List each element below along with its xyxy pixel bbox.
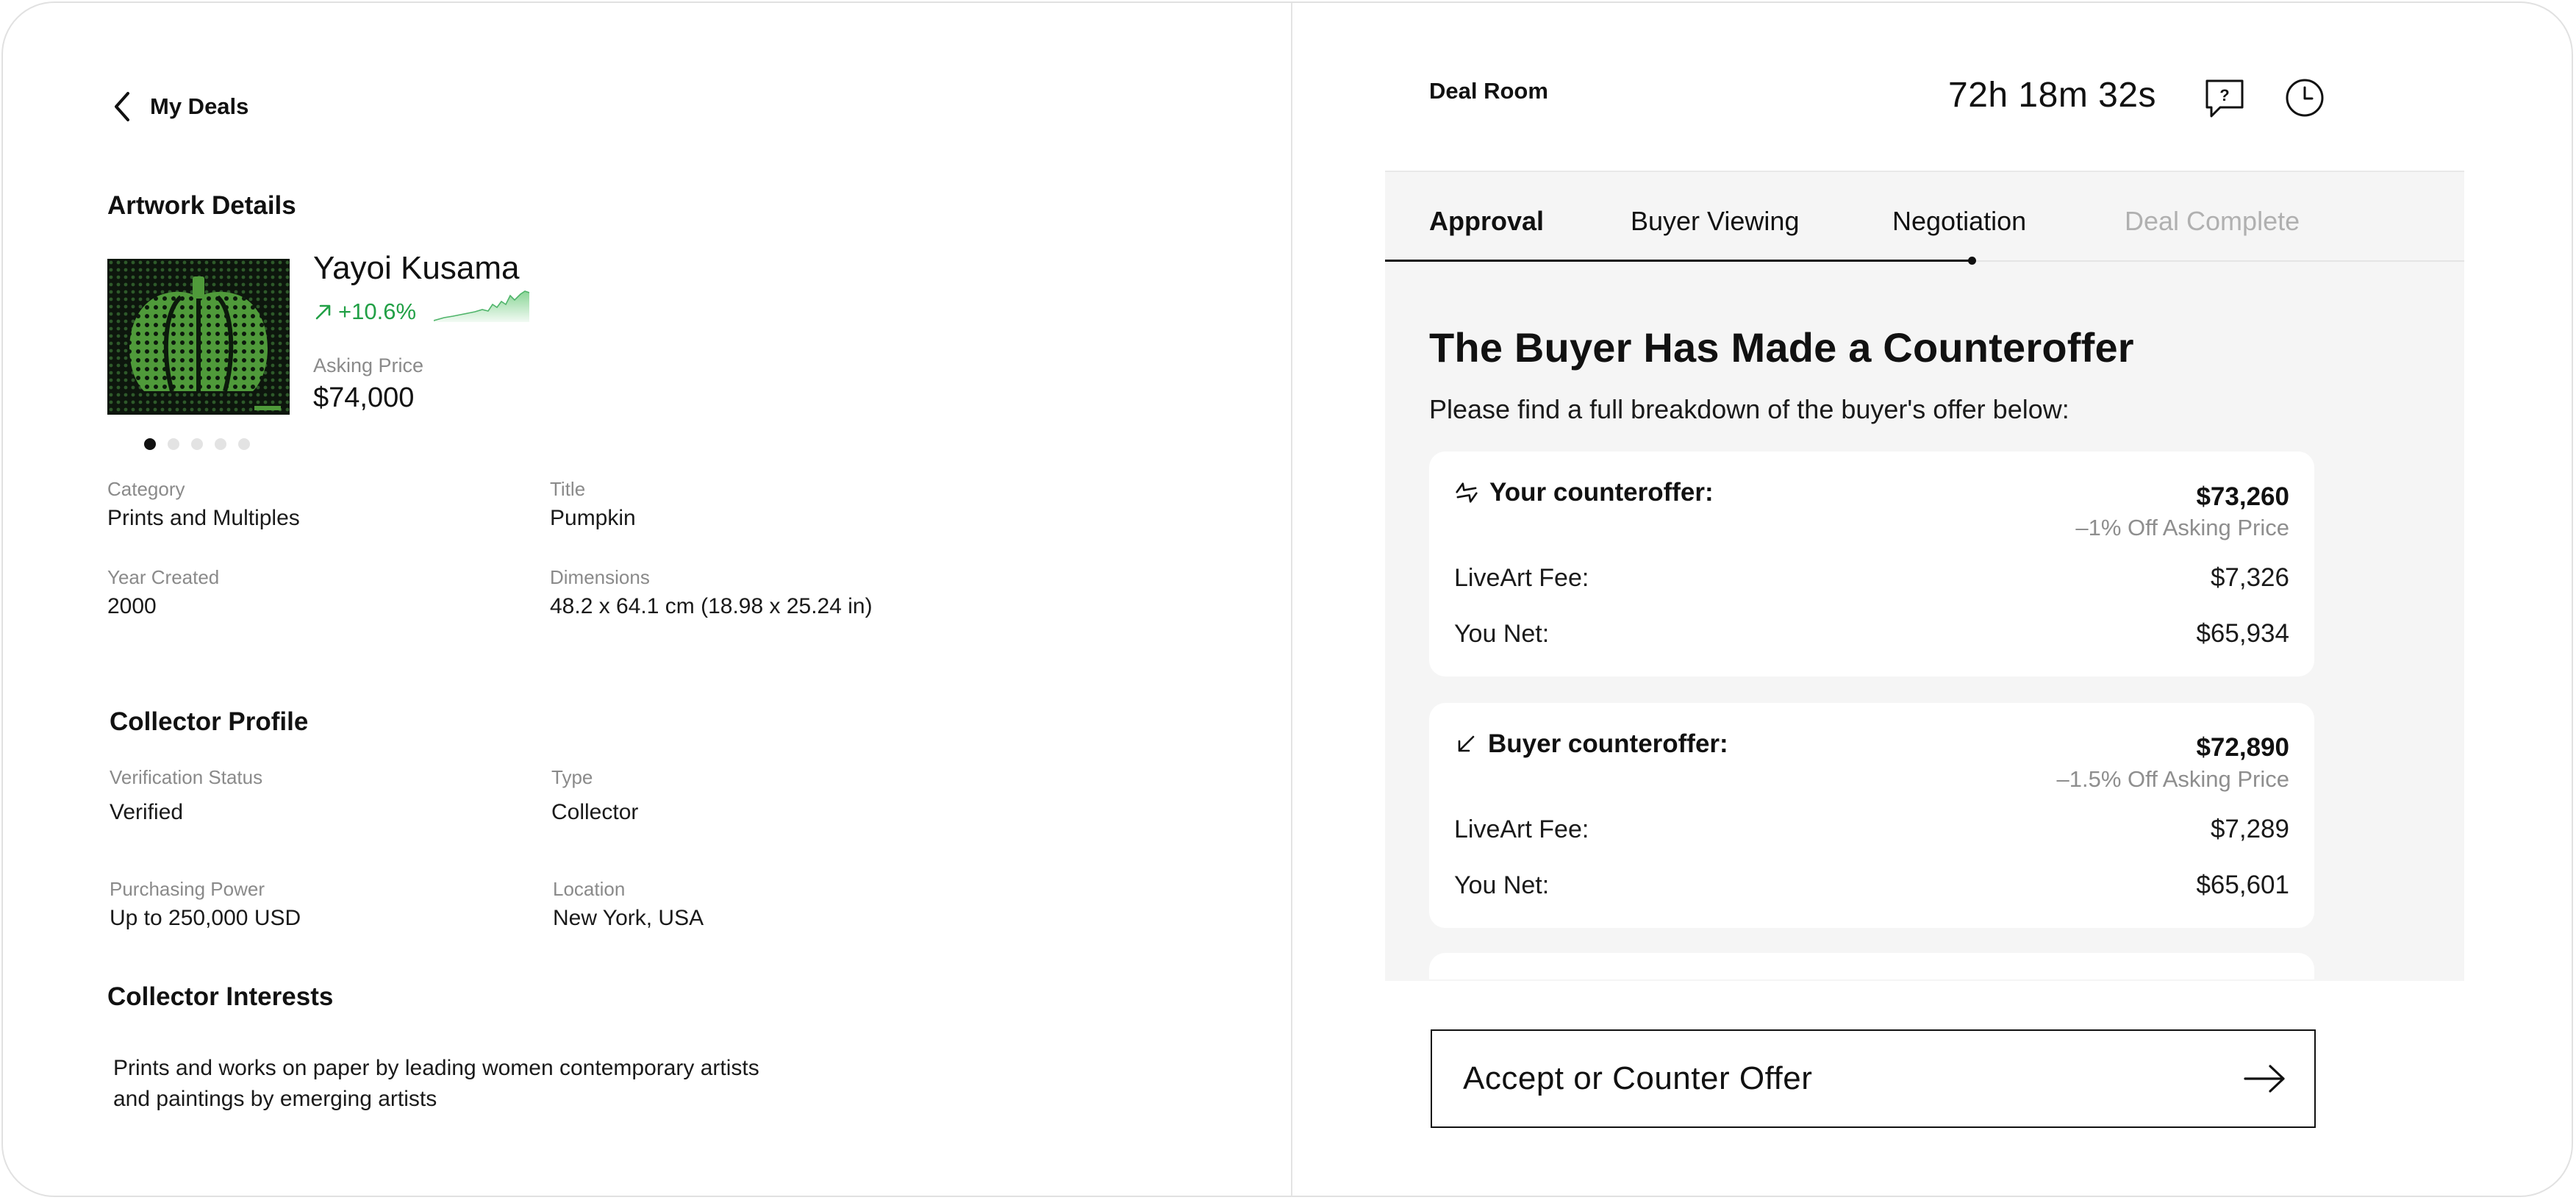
buyer-counteroffer-amount: $72,890: [2196, 733, 2289, 762]
asking-price-value: $74,000: [313, 382, 415, 413]
category-label: Category: [107, 478, 185, 500]
deal-timer: 72h 18m 32s: [1948, 76, 2157, 115]
clock-icon[interactable]: [2285, 78, 2325, 118]
buyer-net-value: $65,601: [2196, 871, 2289, 899]
carousel-dot[interactable]: [191, 438, 203, 450]
location-label: Location: [553, 878, 626, 900]
title-value: Pumpkin: [550, 506, 636, 530]
your-counteroffer-title: [1454, 478, 1714, 507]
collector-interests-line: and paintings by emerging artists: [113, 1087, 437, 1111]
carousel-dot[interactable]: [215, 438, 226, 450]
offer-subheading: Please find a full breakdown of the buyer's offer below:: [1429, 394, 2069, 424]
your-counteroffer-label: Your counteroffer:: [1489, 478, 1714, 507]
buyer-counteroffer-label: Buyer counteroffer:: [1488, 729, 1728, 758]
svg-text:?: ?: [2219, 86, 2230, 104]
panel-divider: [1291, 3, 1292, 1196]
your-fee-label: LiveArt Fee:: [1454, 564, 1589, 592]
buyer-counteroffer-title: [1454, 729, 1728, 759]
location-value: New York, USA: [553, 906, 704, 930]
stage-progress-bar: [1385, 260, 1973, 262]
buyer-fee-label: LiveArt Fee:: [1454, 815, 1589, 843]
asking-price-label: Asking Price: [313, 354, 424, 376]
year-label: Year Created: [107, 566, 220, 588]
back-link[interactable]: [113, 91, 248, 122]
deal-room-title: Deal Room: [1429, 78, 1548, 104]
tab-deal-complete[interactable]: Deal Complete: [2125, 206, 2300, 236]
next-offer-card: [1429, 953, 2314, 979]
type-value: Collector: [551, 800, 639, 824]
stage-progress-marker: [1968, 257, 1976, 265]
swap-icon: [1454, 480, 1479, 505]
buyer-counteroffer-discount: –1.5% Off Asking Price: [2056, 766, 2289, 792]
carousel-dot[interactable]: [168, 438, 179, 450]
carousel-dot[interactable]: [144, 438, 156, 450]
tab-approval[interactable]: Approval: [1429, 206, 1545, 236]
type-label: Type: [551, 766, 593, 788]
carousel-dot[interactable]: [238, 438, 250, 450]
your-fee-value: $7,326: [2210, 563, 2289, 592]
buyer-fee-value: $7,289: [2210, 815, 2289, 843]
collector-interests-text: [113, 1053, 848, 1115]
category-value: Prints and Multiples: [107, 506, 300, 530]
offer-heading: The Buyer Has Made a Counteroffer: [1429, 324, 2134, 371]
chevron-left-icon: [113, 91, 131, 122]
artwork-section-title: Artwork Details: [107, 191, 296, 220]
trend-up-icon: [313, 301, 334, 322]
verification-label: Verification Status: [110, 766, 263, 788]
purchasing-power-value: Up to 250,000 USD: [110, 906, 301, 930]
your-counteroffer-discount: –1% Off Asking Price: [2075, 515, 2289, 540]
arrow-right-icon: [2244, 1064, 2286, 1093]
accept-or-counter-button[interactable]: [1431, 1029, 2316, 1128]
verification-value: Verified: [110, 800, 184, 824]
accept-or-counter-label: Accept or Counter Offer: [1463, 1060, 1813, 1096]
your-counteroffer-card: [1429, 451, 2314, 676]
collector-interests-line: Prints and works on paper by leading women contemporary artists: [113, 1056, 759, 1080]
price-change: [313, 299, 416, 325]
artist-name: Yayoi Kusama: [313, 250, 520, 286]
dimensions-value: 48.2 x 64.1 cm (18.98 x 25.24 in): [550, 594, 873, 618]
buyer-counteroffer-card: [1429, 703, 2314, 928]
price-sparkline: [434, 285, 529, 322]
app-window: [1, 1, 2573, 1197]
carousel-dots: [144, 438, 250, 450]
back-link-label: My Deals: [150, 93, 249, 119]
help-bubble-icon[interactable]: [2204, 78, 2245, 119]
purchasing-power-label: Purchasing Power: [110, 878, 265, 900]
dimensions-label: Dimensions: [550, 566, 650, 588]
title-label: Title: [550, 478, 586, 500]
your-net-label: You Net:: [1454, 620, 1550, 648]
pumpkin-artwork: [107, 259, 290, 415]
year-value: 2000: [107, 594, 157, 618]
tab-buyer-viewing[interactable]: Buyer Viewing: [1631, 206, 1800, 236]
arrow-down-left-icon: [1454, 732, 1478, 756]
tab-negotiation[interactable]: Negotiation: [1892, 206, 2027, 236]
artwork-image[interactable]: [107, 259, 290, 415]
collector-section-title: Collector Profile: [110, 707, 309, 736]
buyer-net-label: You Net:: [1454, 871, 1550, 899]
price-change-value: +10.6%: [338, 299, 417, 324]
your-net-value: $65,934: [2196, 619, 2289, 648]
collector-interests-title: Collector Interests: [107, 982, 334, 1011]
your-counteroffer-amount: $73,260: [2196, 482, 2289, 511]
